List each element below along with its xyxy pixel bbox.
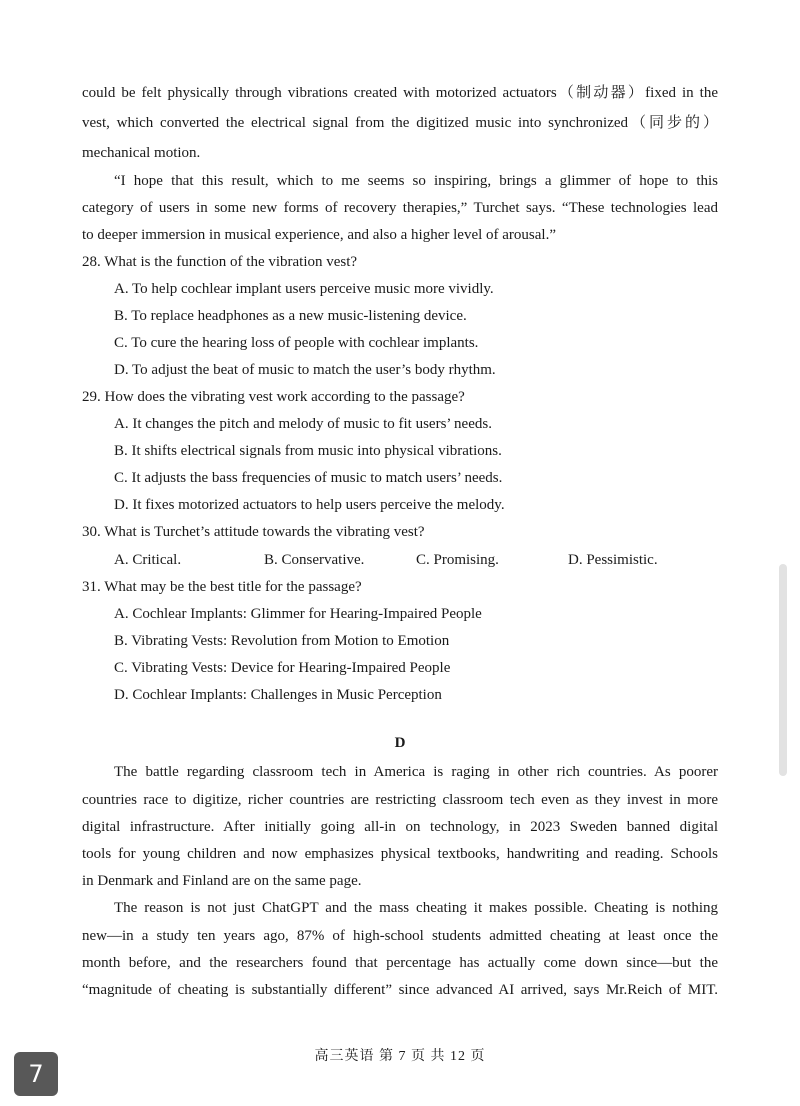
answer-option: A. It changes the pitch and melody of music to fit users’ needs.	[114, 416, 492, 432]
page-number-badge: 7	[14, 1052, 58, 1096]
question-stem: 31. What may be the best title for the passage?	[82, 579, 362, 595]
answer-option: A. To help cochlear implant users perceive music more vividly.	[114, 281, 494, 297]
answer-option: B. It shifts electrical signals from music into physical vibrations.	[114, 443, 502, 459]
passage-c-line: “I hope that this result, which to me seems so inspiring, brings a glimmer of hope to this	[114, 173, 718, 189]
answer-option: D. To adjust the beat of music to match the user’s body rhythm.	[114, 362, 496, 378]
answer-option: B. Vibrating Vests: Revolution from Motion to Emotion	[114, 633, 450, 649]
passage-d-line: countries race to digitize, richer countries are restricting classroom tech even as they invest in more	[82, 792, 718, 808]
answer-option: D. Pessimistic.	[568, 552, 658, 568]
answer-option: B. Conservative.	[264, 552, 365, 568]
question-stem: 28. What is the function of the vibration vest?	[82, 254, 358, 270]
question-stem: 29. How does the vibrating vest work according to the passage?	[82, 389, 465, 405]
answer-option: C. To cure the hearing loss of people with cochlear implants.	[114, 335, 479, 351]
passage-c-line: mechanical motion.	[82, 145, 201, 161]
passage-d-line: “magnitude of cheating is substantially different” since advanced AI arrived, says Mr.Reich of MIT.	[82, 982, 718, 998]
passage-d-line: tools for young children and now emphasizes physical textbooks, handwriting and reading. Schools	[82, 846, 718, 862]
passage-d-line: digital infrastructure. After initially going all-in on technology, in 2023 Sweden banned digital	[82, 819, 718, 835]
passage-c-line: category of users in some new forms of recovery therapies,” Turchet says. “These technologies lead	[82, 200, 718, 216]
answer-option: D. It fixes motorized actuators to help users perceive the melody.	[114, 497, 505, 513]
answer-option: A. Cochlear Implants: Glimmer for Hearing-Impaired People	[114, 606, 482, 622]
answer-option: C. It adjusts the bass frequencies of music to match users’ needs.	[114, 470, 503, 486]
section-heading: D	[394, 735, 406, 751]
passage-d-line: in Denmark and Finland are on the same page.	[82, 873, 362, 889]
passage-c-line: vest, which converted the electrical signal from the digitized music into synchronized（同步的）	[82, 115, 718, 131]
passage-c-line: could be felt physically through vibrations created with motorized actuators（制动器）fixed in the	[82, 85, 718, 101]
scrollbar-thumb[interactable]	[779, 564, 787, 776]
passage-d-line: month before, and the researchers found that percentage has actually come down since—but the	[82, 955, 718, 971]
passage-d-line: The battle regarding classroom tech in America is raging in other rich countries. As poorer	[114, 764, 718, 780]
passage-d-line: The reason is not just ChatGPT and the mass cheating it makes possible. Cheating is nothing	[114, 900, 718, 916]
question-stem: 30. What is Turchet’s attitude towards the vibrating vest?	[82, 524, 425, 540]
answer-option: A. Critical.	[114, 552, 182, 568]
answer-option: D. Cochlear Implants: Challenges in Music Perception	[114, 687, 442, 703]
answer-option: C. Promising.	[416, 552, 499, 568]
passage-c-line: to deeper immersion in musical experience, and also a higher level of arousal.”	[82, 227, 556, 243]
page-footer: 高三英语 第 7 页 共 12 页	[314, 1049, 486, 1064]
answer-option: C. Vibrating Vests: Device for Hearing-Impaired People	[114, 660, 451, 676]
passage-d-line: new—in a study ten years ago, 87% of high-school students admitted cheating at least once the	[82, 928, 718, 944]
answer-option: B. To replace headphones as a new music-listening device.	[114, 308, 467, 324]
